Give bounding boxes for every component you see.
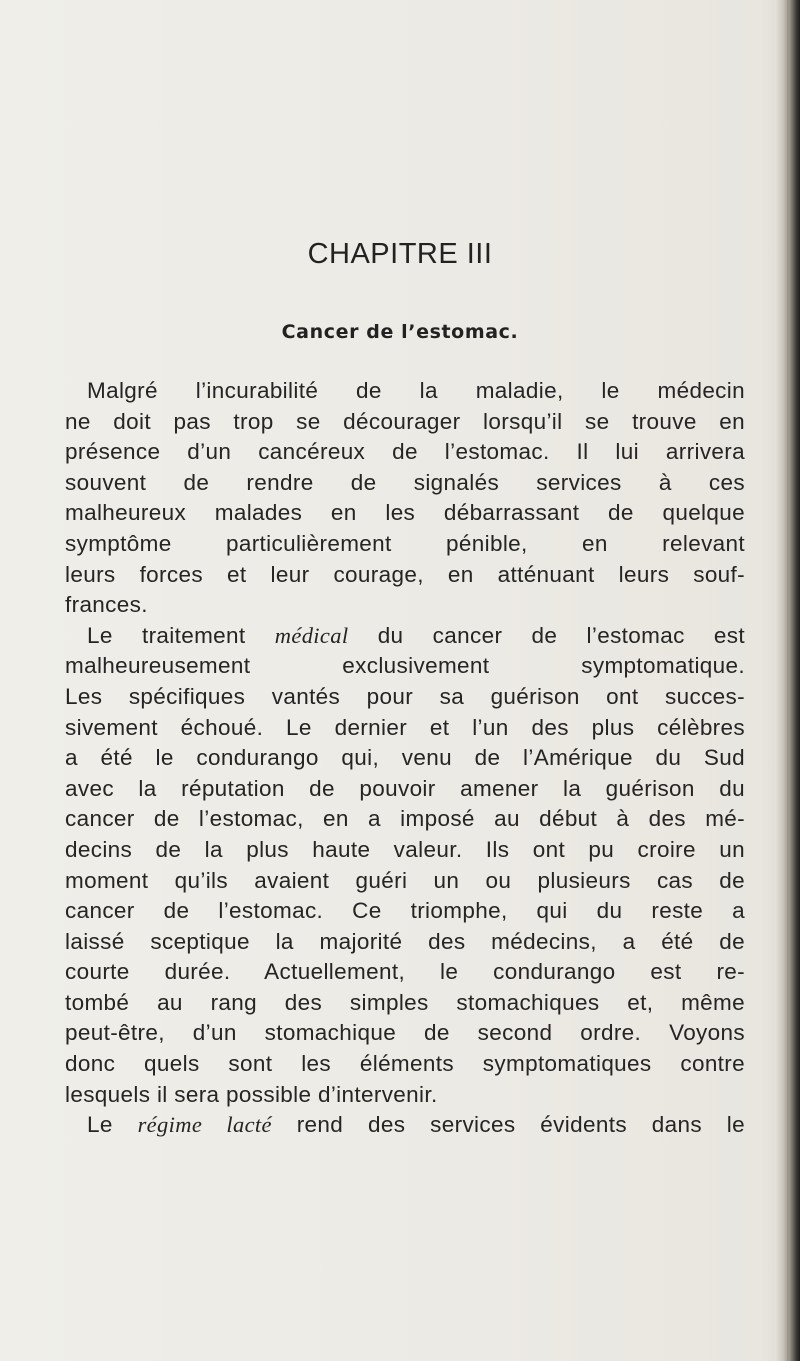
page-edge-line: [787, 0, 790, 1361]
text-line: [65, 651, 745, 682]
text-run: du cancer de l’estomac est: [348, 622, 745, 648]
text-line: [65, 1080, 745, 1111]
text-line: [65, 713, 745, 744]
text-run: leurs forces et leur courage, en atténuant leurs souf-: [65, 561, 745, 587]
text-run: ne doit pas trop se décourager lorsqu’il se trouve en: [65, 408, 745, 434]
text-run: peut-être, d’un stomachique de second ordre. Voyons: [65, 1020, 745, 1046]
italic-text: médical: [274, 622, 349, 648]
text-run: souvent de rendre de signalés services à ces: [65, 469, 745, 495]
text-line: [65, 498, 745, 529]
text-run: avec la réputation de pouvoir amener la guérison du: [65, 775, 745, 801]
text-run: cancer de l’estomac, en a imposé au début à des mé-: [65, 806, 745, 832]
section-title: Cancer de l’estomac.: [281, 321, 519, 343]
text-run: malheureux malades en les débarrassant de quelque: [65, 500, 745, 526]
text-line: [65, 774, 745, 805]
text-run: moment qu’ils avaient guéri un ou plusieurs cas de: [65, 867, 745, 893]
text-run: rend des services évidents dans le: [271, 1112, 746, 1138]
text-run: cancer de l’estomac. Ce triomphe, qui du reste a: [65, 898, 745, 924]
text-line: [65, 682, 745, 713]
text-line: [65, 407, 745, 438]
text-run: Le traitement: [87, 622, 275, 648]
text-run: symptôme particulièrement pénible, en relevant: [65, 530, 745, 556]
text-run: courte durée. Actuellement, le condurango est re-: [65, 959, 745, 985]
text-line: [65, 743, 745, 774]
text-line: [65, 560, 745, 591]
text-run: présence d’un cancéreux de l’estomac. Il lui arrivera: [65, 439, 745, 465]
text-run: sivement échoué. Le dernier et l’un des plus célèbres: [65, 714, 745, 740]
text-run: Malgré l’incurabilité de la maladie, le médecin: [87, 378, 745, 403]
body-text: [65, 376, 745, 1141]
text-line: [65, 1018, 745, 1049]
text-run: malheureusement exclusivement symptomatique.: [65, 653, 745, 679]
text-run: a été le condurango qui, venu de l’Amérique du Sud: [65, 745, 745, 771]
text-line: [65, 621, 745, 652]
chapter-title: CHAPITRE III: [307, 238, 493, 270]
text-run: decins de la plus haute valeur. Ils ont pu croire un: [65, 836, 745, 862]
text-run: laissé sceptique la majorité des médecins, a été de: [65, 928, 745, 954]
text-line: [65, 1110, 745, 1141]
text-line: [65, 437, 745, 468]
text-run: frances.: [65, 592, 148, 618]
text-run: lesquels il sera possible d’intervenir.: [65, 1081, 438, 1107]
text-line: [65, 896, 745, 927]
text-line: [65, 835, 745, 866]
text-run: tombé au rang des simples stomachiques et, même: [65, 989, 745, 1015]
text-line: [65, 468, 745, 499]
italic-text: régime lacté: [137, 1112, 272, 1138]
text-line: [65, 988, 745, 1019]
text-line: [65, 590, 745, 621]
text-line: [65, 529, 745, 560]
text-run: Les spécifiques vantés pour sa guérison ont succes-: [65, 683, 745, 709]
text-line: [65, 927, 745, 958]
text-run: Le: [87, 1112, 138, 1138]
text-run: donc quels sont les éléments symptomatiques contre: [65, 1051, 745, 1077]
text-line: [65, 804, 745, 835]
text-line: [65, 1049, 745, 1080]
text-line: [65, 866, 745, 897]
text-line: [65, 376, 745, 407]
text-line: [65, 957, 745, 988]
